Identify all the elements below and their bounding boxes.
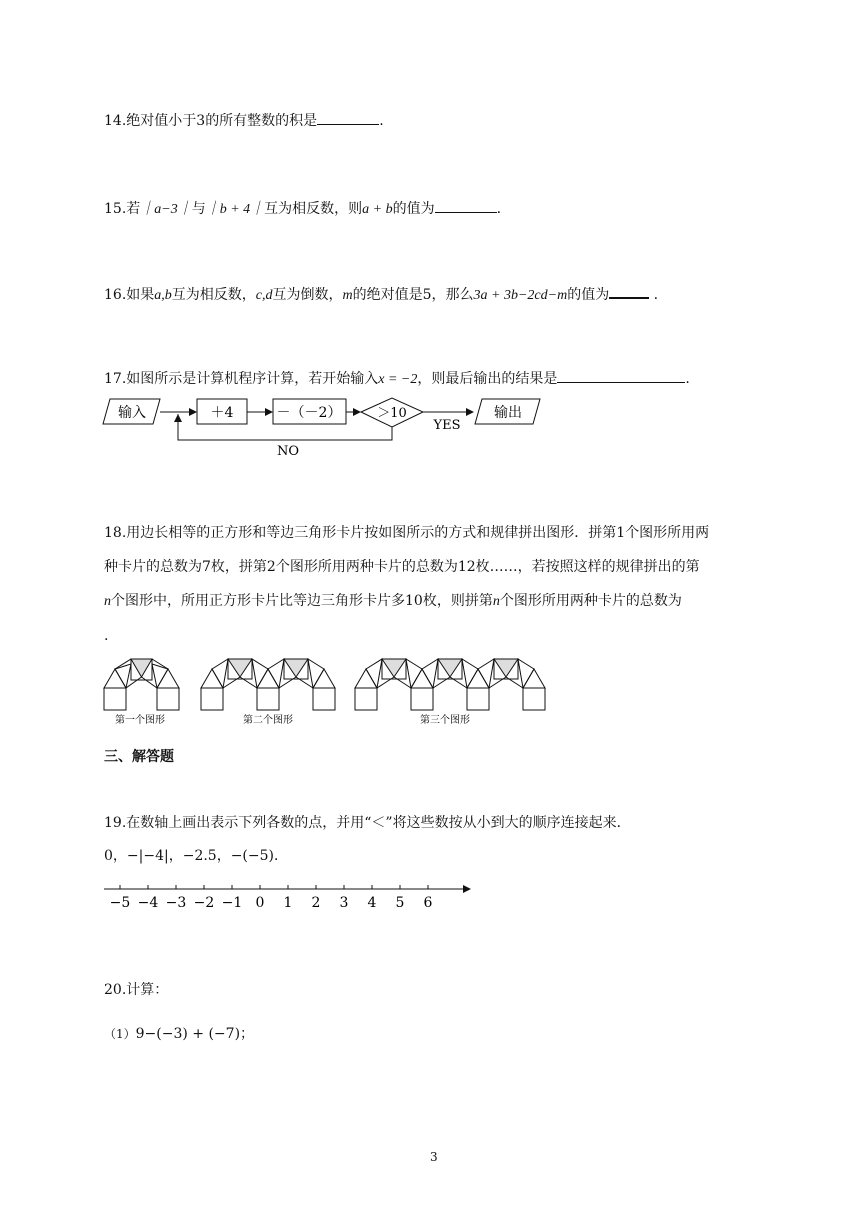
figure-label-1: 第一个图形 — [115, 715, 165, 726]
tick-label: 0 — [255, 895, 265, 911]
question-17: 17.如图所示是计算机程序计算，若开始输入x = −2，则最后输出的结果是 . — [104, 368, 690, 390]
question-19-line1: 19.在数轴上画出表示下列各数的点，并用“＜”将这些数按从小到大的顺序连接起来． — [104, 815, 631, 831]
svg-text:＞10: ＞10 — [377, 406, 407, 421]
question-number: 17. — [104, 371, 127, 387]
question-15: 15.若｜a−3｜与｜b + 4｜互为相反数，则a + b的值为 . — [104, 198, 501, 220]
tick-label: 5 — [395, 895, 405, 911]
question-number: 16. — [104, 287, 127, 303]
tick-label: 6 — [423, 895, 433, 911]
flowchart — [100, 394, 560, 458]
answer-blank[interactable] — [609, 283, 649, 299]
question-18: 18.用边长相等的正方形和等边三角形卡片按如图所示的方式和规律拼出图形．拼第1个图形所用两 种卡片的总数为7枚，拼第2个图形所用两种卡片的总数为12枚……，若按照这样的规律拼出的第 n个图形中，所用正方形卡片比等边三角形卡片多10枚，则拼第n个图形所用两种卡片的总数为 . — [104, 525, 710, 644]
question-16: 16.如果a,b互为相反数，c,d互为倒数，m的绝对值是5，那么3a + 3b−2cd−m的值为 . — [104, 283, 658, 306]
section-heading: 三、解答题 — [104, 749, 174, 765]
question-20-title: 20.计算： — [104, 982, 169, 998]
tick-label: −5 — [109, 895, 131, 911]
page-number: 3 — [430, 1150, 438, 1164]
number-line — [100, 880, 480, 912]
svg-text:＋4: ＋4 — [210, 405, 234, 421]
tick-label: −1 — [221, 895, 243, 911]
part-label: （1） — [104, 1027, 136, 1041]
part-expression: 9−(−3) + (−7)； — [135, 1026, 255, 1042]
tick-label: −3 — [165, 895, 187, 911]
no-label: NO — [276, 444, 300, 458]
tick-label: 4 — [367, 895, 377, 911]
figure-2 — [201, 659, 335, 710]
figure-label-2: 第二个图形 — [243, 715, 293, 726]
question-14: 14.绝对值小于3的所有整数的积是 . — [104, 110, 384, 131]
tiling-figures — [100, 655, 550, 730]
figure-3 — [355, 659, 545, 710]
answer-blank[interactable] — [557, 368, 685, 383]
output-label: 输出 — [494, 405, 522, 421]
svg-text:－（－2）: －（－2） — [276, 405, 342, 421]
question-19-line2: 0，−|−4|，−2.5，−(−5)． — [104, 848, 288, 864]
answer-blank[interactable] — [317, 110, 379, 125]
figure-1 — [104, 659, 179, 710]
question-20-part1 — [104, 1024, 254, 1044]
tick-label: 2 — [311, 895, 321, 911]
input-label: 输入 — [118, 405, 146, 421]
question-number: 14. — [104, 113, 127, 129]
answer-blank[interactable] — [435, 198, 497, 213]
tick-label: 3 — [339, 895, 349, 911]
question-number: 15. — [104, 201, 127, 217]
tick-label: 1 — [283, 895, 293, 911]
yes-label: YES — [433, 418, 461, 433]
figure-label-3: 第三个图形 — [420, 715, 470, 726]
tick-label: −4 — [137, 895, 159, 911]
tick-label: −2 — [193, 895, 215, 911]
